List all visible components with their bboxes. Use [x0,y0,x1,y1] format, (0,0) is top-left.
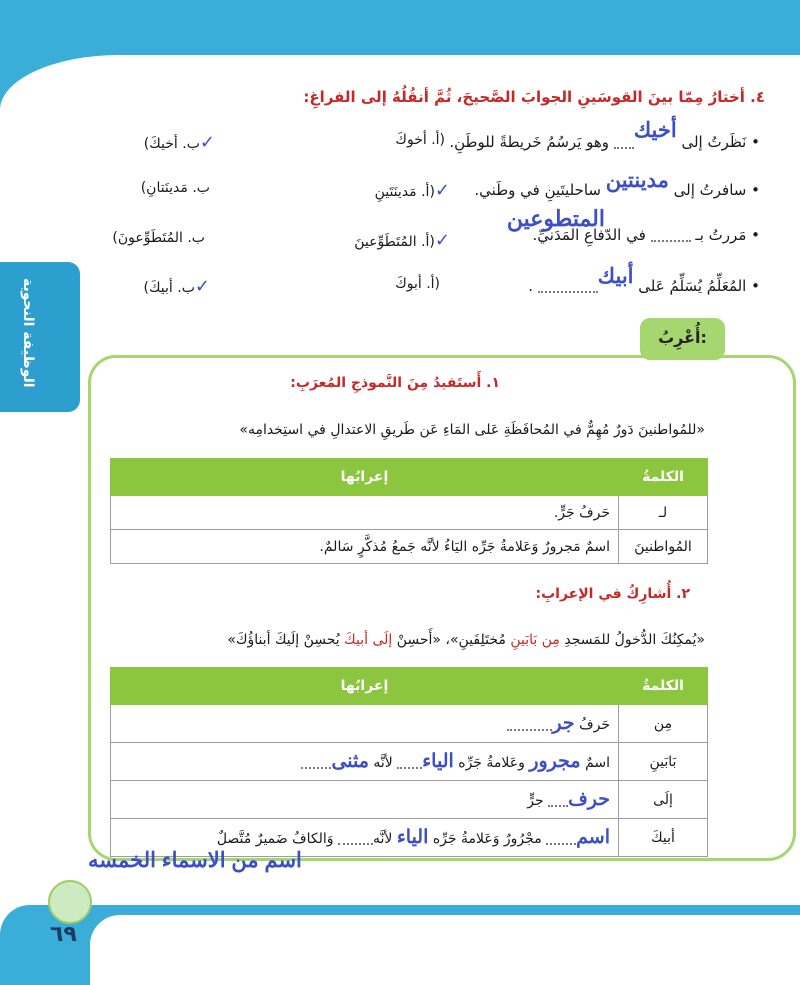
part-1-title: ١. أَستَفيدُ مِنَ النَّموذجِ المُعرَبِ: [290,375,500,391]
exercise-4-title: ٤. أختارُ مِمّا بينَ القوسَينِ الجوابَ الصَّحيحَ، ثُمَّ أنقُلُهُ إلى الفراغِ: [303,88,765,106]
option-b-2: ب. مَدينَتانِ) [140,180,210,196]
table-row: مِن حَرفُ جر [111,705,708,743]
shared-parsing-table [110,667,708,857]
header-word: الكلمةُ [619,668,708,705]
chapter-side-tab: الوظيفة النحوية [0,262,80,412]
handwritten-answer-1: أخيك [633,119,677,142]
table-row: أبيكَ اسم مجْرُورٌ وَعَلامةُ جَرِّه الياء لأنَّه وَالكافُ ضَميرٌ مُتَّصلٌ [111,819,708,857]
option-a-2: ✓(أ. مَدينَتَينِ [374,180,450,201]
exercise-item-4: • المُعَلِّمُ يُسَلِّمُ عَلى أبيك . [528,265,760,295]
option-a-4: (أ. أبوكَ [395,276,440,292]
check-mark-icon: ✓ [434,230,450,251]
top-band-curve [0,55,800,115]
handwritten-answer-4: أبيك [597,265,634,288]
model-parsing-table [110,458,708,564]
check-mark-icon: ✓ [194,276,210,297]
handwritten-answer-3: المتطوعين [506,206,605,231]
option-b-1: ✓ب. أخيكَ) [143,132,215,153]
book-logo-icon [48,880,92,924]
option-b-4: ✓ب. أبيكَ) [143,276,210,297]
part-2-quote: «يُمكِنُكَ الدُّخولُ للمَسجدِ مِن بَابَينِ مُختَلِفَينِ»، «أَحسِنْ إلَى أبيكَ يُحسِنْ إلَيكَ أبناؤُكَ» [227,632,705,648]
option-a-1: (أ. أخوكَ [395,132,445,148]
table-row: بَابَينِ اسمٌ مجرور وعَلامةُ جَرِّه الياء لأنَّه مثنى [111,743,708,781]
table-row: إلَى حرف جرٍّ [111,781,708,819]
handwritten-answer-2: مدينتين [605,169,669,192]
header-parse: إعرابُها [111,459,619,496]
option-a-3: ✓(أ. المُتَطَوِّعينَ [354,230,450,251]
page-number: ٦٩ [50,922,77,947]
table-row: لـ حَرفُ جَرٍّ. [111,496,708,530]
check-mark-icon: ✓ [434,180,450,201]
check-mark-icon: ✓ [199,132,215,153]
exercise-item-1: • نَظَرتُ إلى أخيك وهو يَرسُمُ خَريطةً للوطَنِ. [449,119,760,151]
option-b-3: ب. المُتَطَوِّعونَ) [112,230,205,246]
header-word: الكلمةُ [619,459,708,496]
header-parse: إعرابُها [111,668,619,705]
handwritten-note: اسم من الاسماء الخمسه [88,849,302,872]
bottom-band-inner [90,915,800,985]
table-row: المُواطنينَ اسمٌ مَجرورٌ وَعَلامةُ جَرِّه اليَاءُ لأنَّه جَمعُ مُذكَّرٍ سَالمٌ. [111,530,708,564]
exercise-item-2: • سافرتُ إلى مدينتين ساحليتَينِ في وطَني. [474,169,760,199]
parse-tag: أُعْرِبُ: [640,318,725,360]
part-2-title: ٢. أُشارِكُ في الإعرابِ: [535,586,690,602]
exercise-item-3: • مَررتُ بـ في الدّفاعِ المَدَنيِّ. [532,226,760,244]
part-1-quote: «للمُواطنينَ دَورٌ مُهِمٌّ في المُحافَظَةِ عَلى المَاءِ عَن طَريقِ الاعتدالِ في استِخدامِه» [239,422,705,438]
